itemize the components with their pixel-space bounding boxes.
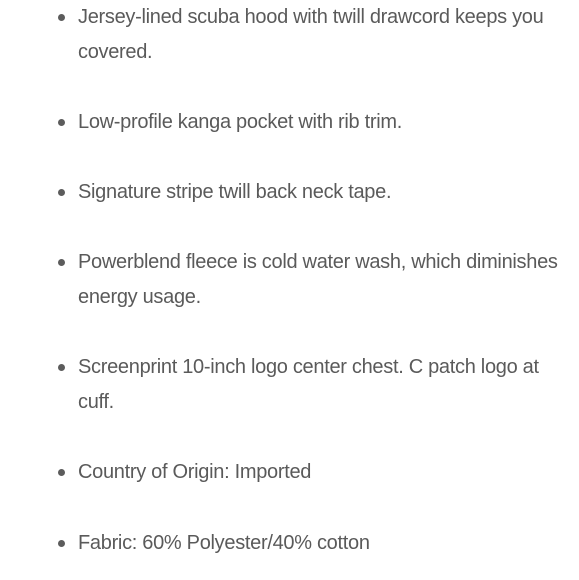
- feature-text: Fabric: 60% Polyester/40% cotton: [78, 532, 370, 554]
- feature-text: Country of Origin: Imported: [78, 461, 312, 483]
- feature-text: Signature stripe twill back neck tape.: [78, 181, 392, 203]
- bullet-icon: [58, 364, 65, 371]
- bullet-icon: [58, 259, 65, 266]
- bullet-icon: [58, 469, 65, 476]
- feature-text: Low-profile kanga pocket with rib trim.: [78, 111, 402, 133]
- bullet-icon: [58, 14, 65, 21]
- feature-text: Screenprint 10-inch logo center chest. C patch logo at cuff.: [78, 356, 539, 413]
- bullet-icon: [58, 540, 65, 547]
- bullet-icon: [58, 189, 65, 196]
- feature-text: Powerblend fleece is cold water wash, which diminishes energy usage.: [78, 251, 558, 308]
- bullet-icon: [58, 119, 65, 126]
- feature-text: Jersey-lined scuba hood with twill drawcord keeps you covered.: [78, 6, 544, 63]
